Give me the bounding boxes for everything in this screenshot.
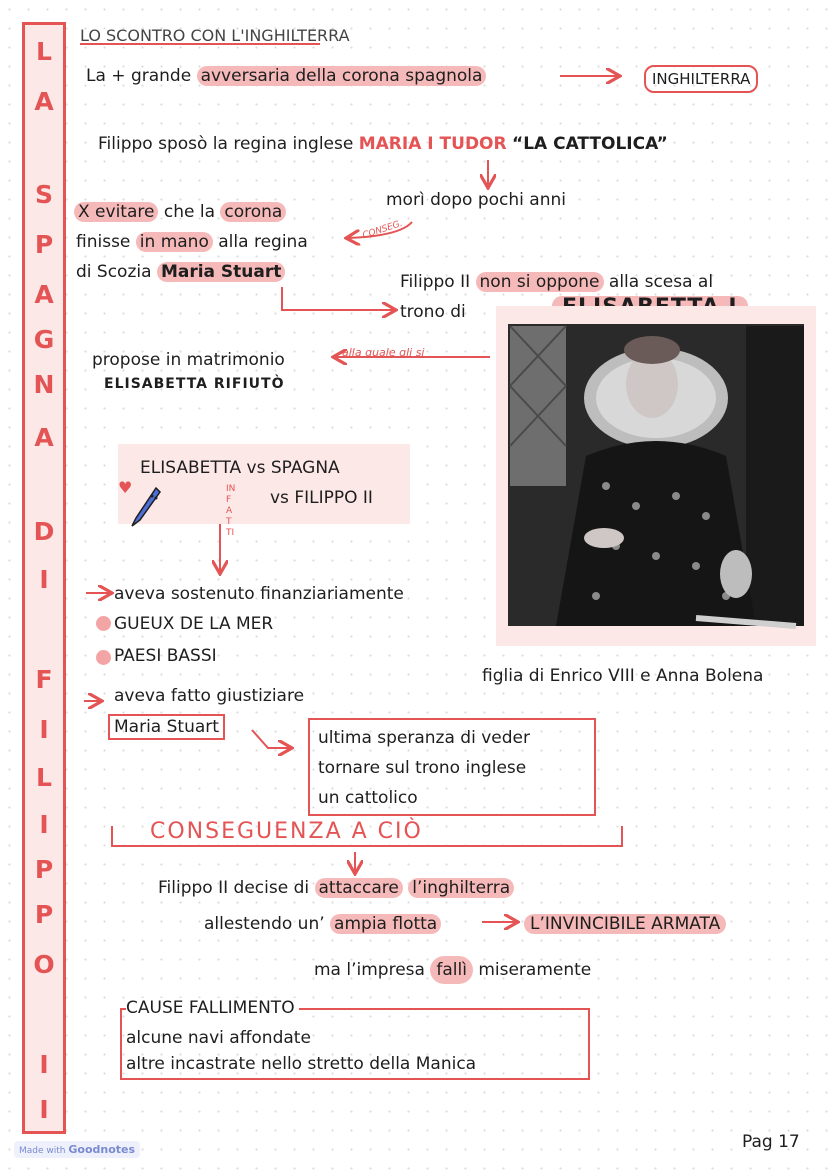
hope-line-1: ultima speranza di veder <box>318 728 530 748</box>
sidebar-letter: L <box>36 37 52 66</box>
not-oppose: non si oppone <box>476 272 604 292</box>
cons-england: l’inghilterra <box>408 878 514 898</box>
cause-1: alcune navi affondate <box>126 1028 311 1048</box>
avoid-in-hand: in mano <box>136 232 213 252</box>
maria-stuart-name: Maria Stuart <box>157 262 285 282</box>
portrait-caption: figlia di Enrico VIII e Anna Bolena <box>482 666 764 686</box>
sidebar-letter: P <box>34 855 54 884</box>
elisabeth-portrait <box>496 306 816 646</box>
hope-line-3: un cattolico <box>318 788 418 808</box>
consequence-line-1 <box>158 878 514 898</box>
versus-line-1: ELISABETTA vs SPAGNA <box>140 458 340 478</box>
sidebar-letter: F <box>35 665 53 694</box>
avoid-line-3 <box>76 262 285 282</box>
bullet-dot <box>96 616 111 631</box>
cons-l3-prefix: ma l’impresa <box>314 960 425 980</box>
goodnotes-badge <box>14 1141 140 1158</box>
england-label: INGHILTERRA <box>644 65 758 93</box>
conseg-note: CONSEG. <box>361 218 404 242</box>
consequence-line-3 <box>314 960 591 980</box>
sidebar-letter: O <box>33 950 55 979</box>
maria-tudor-name: MARIA I TUDOR <box>358 134 507 154</box>
sidebar-letter: A <box>34 423 54 452</box>
sidebar-letter: I <box>39 715 49 744</box>
elisabeth-post: alla scesa al <box>608 272 714 292</box>
armada-label: L’INVINCIBILE ARMATA <box>524 914 726 934</box>
sidebar-letter: A <box>34 280 54 309</box>
proposal-line: propose in matrimonio <box>92 350 285 370</box>
avoid-mid: che la <box>163 202 215 222</box>
reason-2: aveva fatto giustiziare <box>114 686 305 706</box>
consequence-title: CONSEGUENZA A CIÒ <box>150 819 423 844</box>
sidebar-letter: A <box>34 87 54 116</box>
elisabeth-line-1 <box>400 272 713 292</box>
sidebar-letter: S <box>34 180 53 209</box>
avoid-l2-post: alla regina <box>218 232 308 252</box>
reason-1: aveva sostenuto finanziariamente <box>114 584 404 604</box>
intro-highlight: avversaria della corona spagnola <box>197 66 487 86</box>
avoid-prefix: X evitare <box>74 202 158 222</box>
sidebar-letter: D <box>33 517 55 546</box>
cons-l2-prefix: allestendo un’ <box>204 914 325 934</box>
cons-attack: attaccare <box>315 878 403 898</box>
brand-prefix: Made with <box>19 1146 66 1156</box>
infatti-note: INFATTI <box>226 484 236 538</box>
marriage-prefix: Filippo sposò la regina inglese <box>98 134 354 154</box>
portrait-frame <box>496 306 816 646</box>
causes-title: CAUSE FALLIMENTO <box>126 998 299 1018</box>
marriage-line <box>98 134 668 154</box>
avoid-crown: corona <box>220 202 286 222</box>
page-number: Pag 17 <box>742 1132 800 1152</box>
cons-l3-post: miseramente <box>478 960 592 980</box>
page-title: LO SCONTRO CON L'INGHILTERRA <box>80 26 350 45</box>
elisabeth-prefix: Filippo II <box>400 272 471 292</box>
bullet-dot <box>96 650 111 665</box>
heart-icon: ♥ <box>118 478 133 497</box>
reason-1b: PAESI BASSI <box>114 646 217 666</box>
died-note: morì dopo pochi anni <box>386 190 566 210</box>
sidebar-letter: G <box>33 325 55 354</box>
sidebar-letter: I <box>39 1050 49 1079</box>
avoid-l2-prefix: finisse <box>76 232 131 252</box>
elisabeth-line-2: trono di <box>400 302 466 322</box>
reason-1a: GUEUX DE LA MER <box>114 614 274 634</box>
avoid-line-2 <box>76 232 308 252</box>
cause-2: altre incastrate nello stretto della Manica <box>126 1054 477 1074</box>
refused-note: ELISABETTA RIFIUTÒ <box>104 376 285 392</box>
alla-quale-note: alla quale gli si <box>342 346 425 359</box>
sidebar-letter: L <box>36 763 52 792</box>
cons-failed: fallì <box>430 956 473 984</box>
brand-name: Goodnotes <box>68 1143 136 1156</box>
avoid-line-1 <box>74 202 286 222</box>
sidebar-letter: N <box>33 370 55 399</box>
cons-fleet: ampia flotta <box>330 914 441 934</box>
cons-l1-prefix: Filippo II decise di <box>158 878 310 898</box>
sidebar-letter: I <box>39 565 49 594</box>
hope-line-2: tornare sul trono inglese <box>318 758 527 778</box>
pen-icon <box>128 484 164 528</box>
sidebar-letter: P <box>34 900 54 929</box>
versus-line-2: vs FILIPPO II <box>270 488 373 508</box>
intro-line <box>86 66 486 86</box>
intro-prefix: La + grande <box>86 66 192 86</box>
consequence-line-2 <box>204 914 441 934</box>
sidebar-letter: I <box>39 810 49 839</box>
maria-tudor-nickname: “LA CATTOLICA” <box>512 134 668 154</box>
sidebar-letter: I <box>39 1095 49 1124</box>
maria-stuart-box: Maria Stuart <box>108 714 225 740</box>
sidebar-letter: P <box>34 230 54 259</box>
avoid-l3-prefix: di Scozia <box>76 262 152 282</box>
